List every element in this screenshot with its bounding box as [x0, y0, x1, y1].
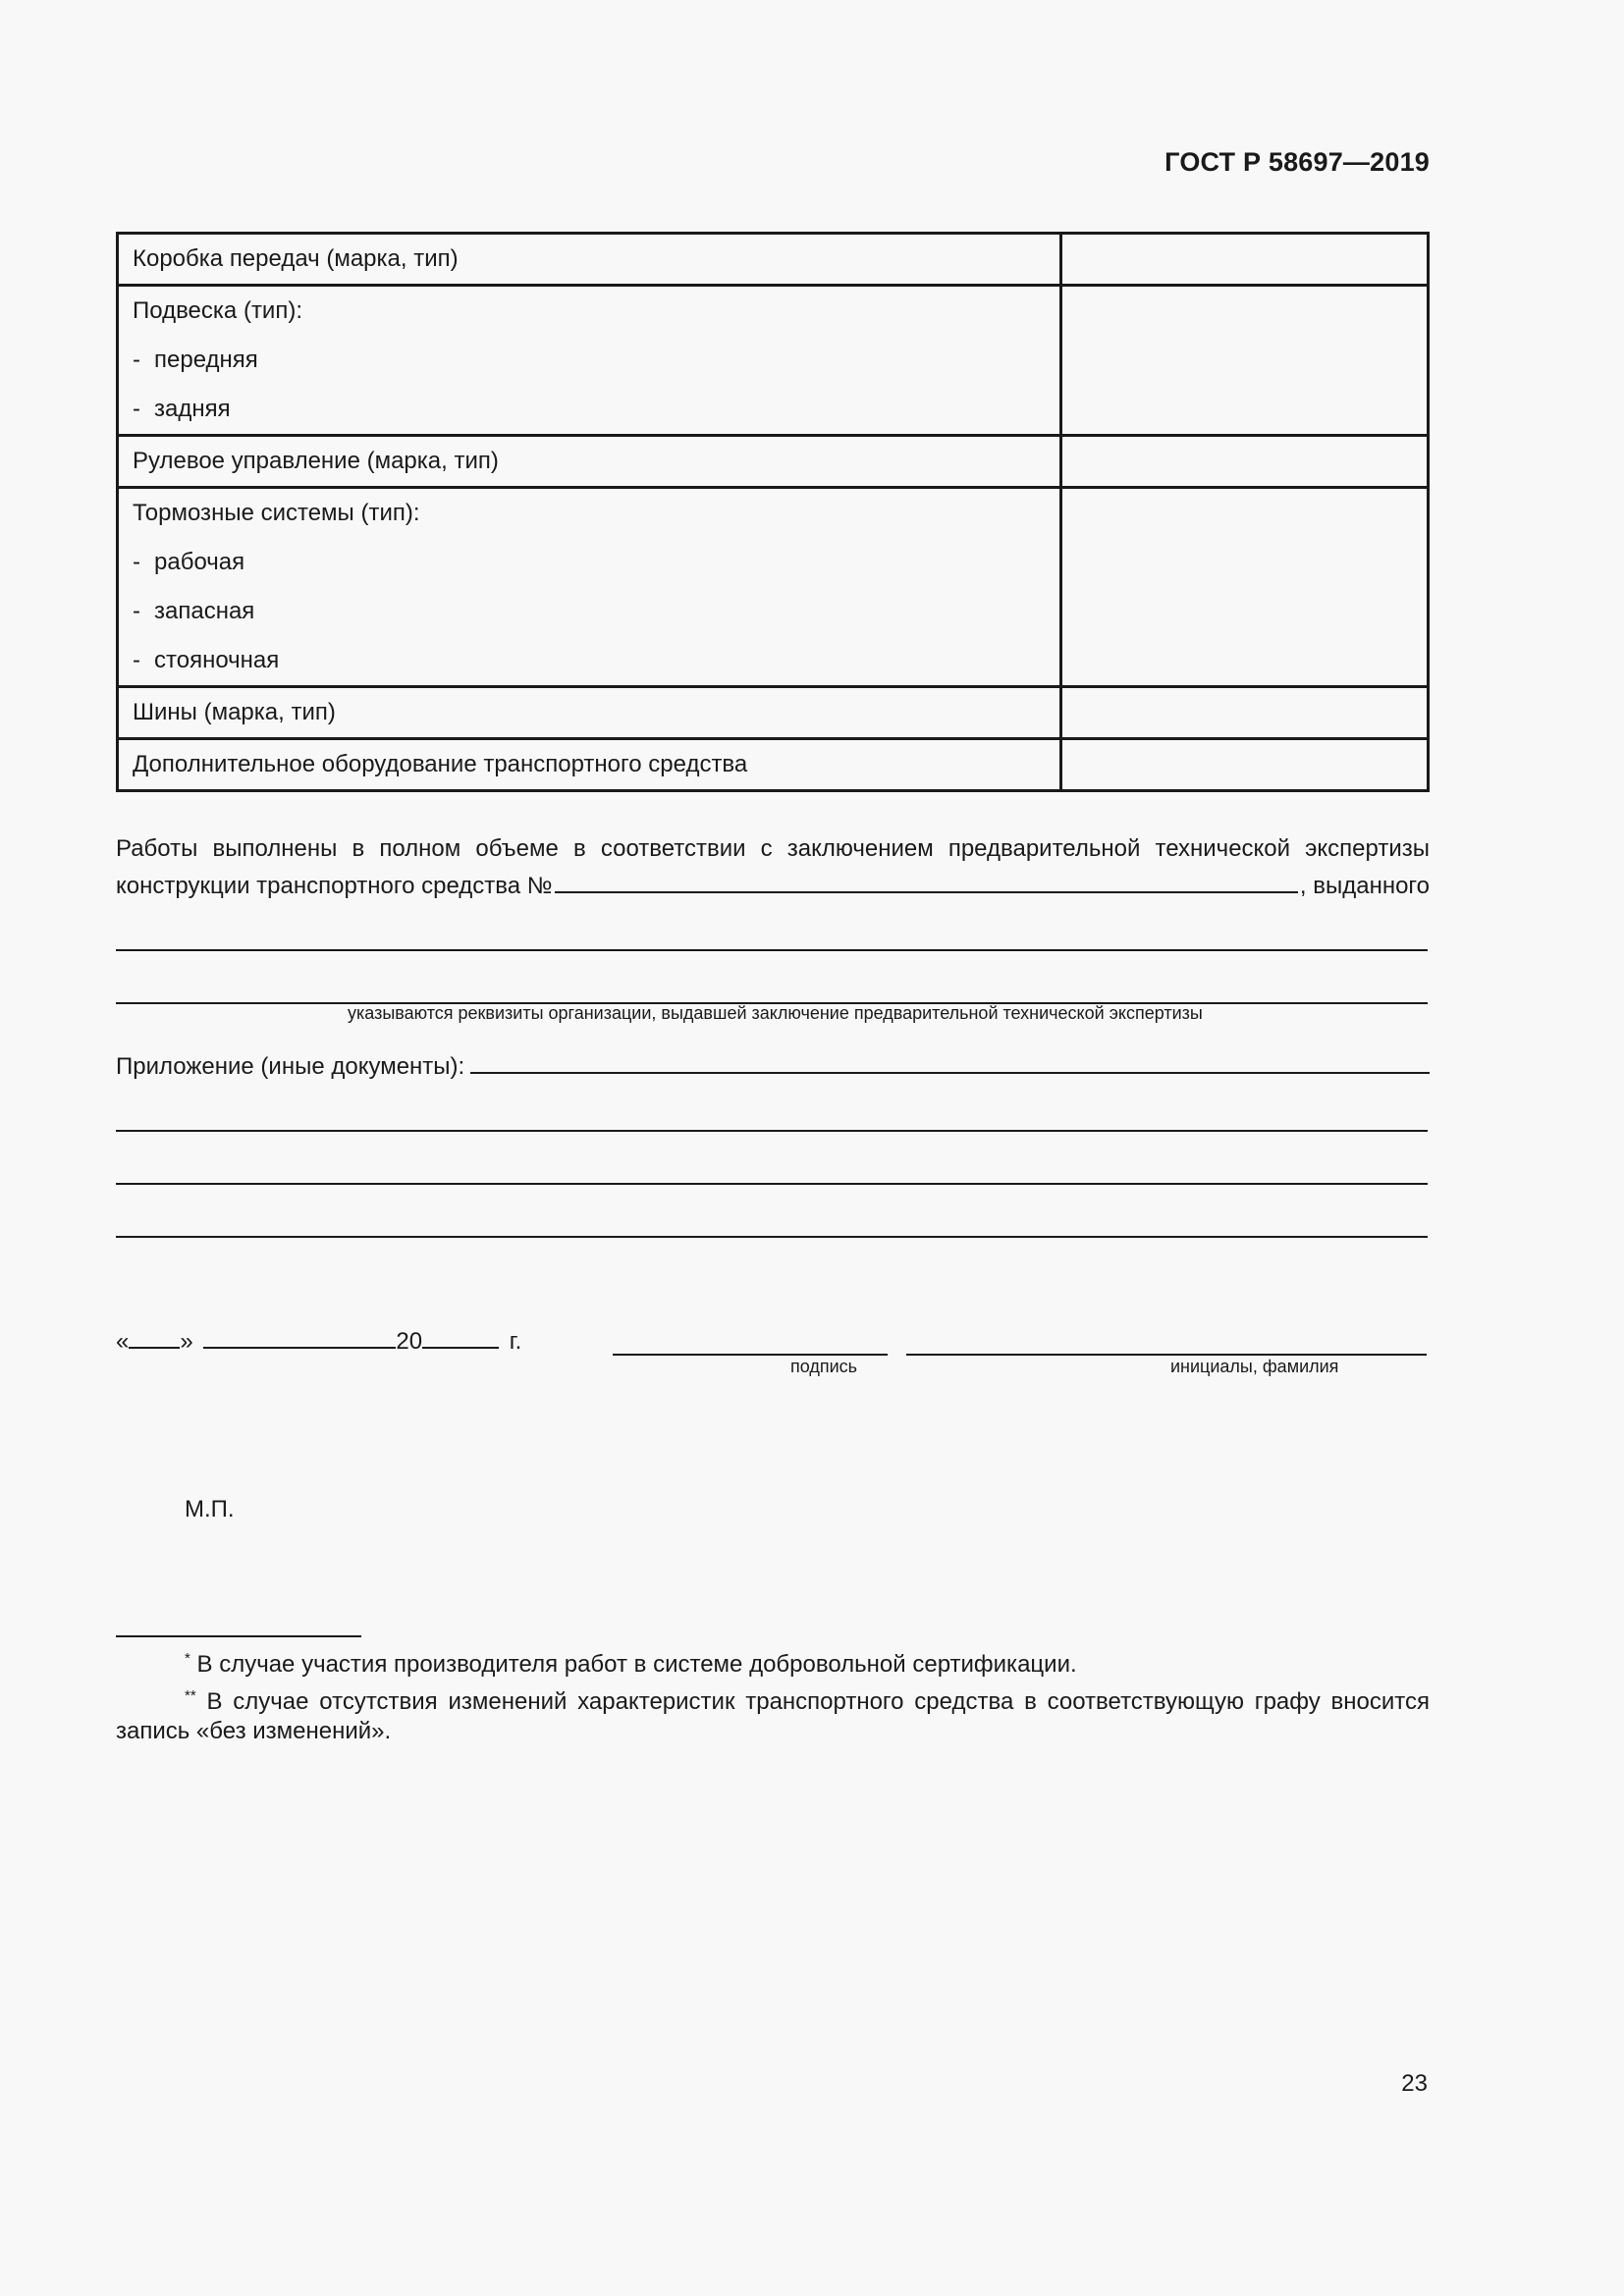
row-sub-item	[133, 636, 1046, 685]
specification-table	[116, 232, 1430, 792]
expertise-number-field[interactable]	[555, 870, 1298, 893]
row-label-cell	[118, 436, 1061, 488]
sub-item-dash: -	[133, 598, 140, 624]
sub-item-dash: -	[133, 549, 140, 575]
page-number: 23	[1401, 2070, 1428, 2097]
row-label-cell	[118, 234, 1061, 286]
stamp-place: М.П.	[185, 1496, 235, 1522]
appendix-field-3[interactable]	[116, 1183, 1428, 1185]
works-line-2	[116, 868, 1430, 905]
footnote-separator	[116, 1635, 361, 1637]
footnote-2-continuation: запись «без изменений».	[116, 1718, 392, 1744]
table-row	[118, 436, 1429, 488]
sub-item-dash: -	[133, 647, 140, 673]
appendix-field-1[interactable]	[470, 1050, 1430, 1074]
issuer-field-line-1[interactable]	[116, 949, 1428, 951]
row-sub-item	[133, 587, 1046, 636]
footnote-1-text: В случае участия производителя работ в системе добровольной сертификации.	[196, 1651, 1077, 1678]
date-open-quote: «	[116, 1328, 130, 1355]
name-caption: инициалы, фамилия	[1170, 1357, 1339, 1376]
row-label: Шины (марка, тип)	[133, 699, 336, 725]
signature-caption: подпись	[790, 1357, 858, 1376]
appendix-field-4[interactable]	[116, 1236, 1428, 1238]
date-block	[116, 1325, 521, 1357]
footnote-2-mark: **	[185, 1687, 196, 1704]
row-sub-item	[133, 385, 1046, 434]
name-field[interactable]	[906, 1354, 1427, 1356]
row-label: Тормозные системы (тип):	[133, 500, 420, 526]
sub-item-dash: -	[133, 347, 140, 373]
sub-item-label: стояночная	[154, 647, 280, 673]
row-value-cell[interactable]	[1061, 687, 1429, 739]
row-sub-item	[133, 336, 1046, 385]
table-row	[118, 488, 1429, 687]
year-prefix: 20	[396, 1328, 423, 1355]
works-line-2-suffix: , выданного	[1299, 873, 1430, 899]
row-value-cell[interactable]	[1061, 234, 1429, 286]
row-label-cell	[118, 687, 1061, 739]
footnote-2-text: В случае отсутствия изменений характеристик транспортного средства в соответствующую графу вносится	[206, 1688, 1431, 1715]
document-code: ГОСТ Р 58697—2019	[1164, 147, 1430, 177]
row-label-cell	[118, 286, 1061, 436]
table-row	[118, 234, 1429, 286]
signature-field[interactable]	[613, 1354, 888, 1356]
date-close-quote: »	[180, 1328, 193, 1355]
year-suffix: г.	[509, 1328, 522, 1355]
month-field[interactable]	[203, 1325, 396, 1349]
row-sub-item	[133, 538, 1046, 587]
row-label: Подвеска (тип):	[133, 297, 302, 324]
row-value-cell[interactable]	[1061, 488, 1429, 687]
row-label-cell	[118, 488, 1061, 687]
appendix-field-2[interactable]	[116, 1130, 1428, 1132]
sub-item-label: запасная	[154, 598, 255, 624]
table-row	[118, 739, 1429, 791]
row-value-cell[interactable]	[1061, 436, 1429, 488]
table-row	[118, 687, 1429, 739]
footnote-1-mark: *	[185, 1650, 190, 1667]
row-label: Рулевое управление (марка, тип)	[133, 448, 499, 474]
row-value-cell[interactable]	[1061, 286, 1429, 436]
specification-table-body	[118, 234, 1429, 791]
sub-item-label: задняя	[154, 396, 231, 422]
row-label-cell	[118, 739, 1061, 791]
table-row	[118, 286, 1429, 436]
appendix-line	[116, 1048, 1430, 1086]
sub-item-dash: -	[133, 396, 140, 422]
works-line-1: Работы выполнены в полном объеме в соответствии с заключением предварительной технической экспертизы	[116, 835, 1430, 862]
day-field[interactable]	[129, 1325, 180, 1349]
row-label: Дополнительное оборудование транспортного средства	[133, 751, 748, 777]
issuer-caption: указываются реквизиты организации, выдавшей заключение предварительной технической экспертизы	[348, 1003, 1203, 1023]
year-field[interactable]	[422, 1325, 499, 1349]
row-label: Коробка передач (марка, тип)	[133, 245, 459, 272]
appendix-label: Приложение (иные документы):	[116, 1053, 465, 1080]
sub-item-label: передняя	[154, 347, 258, 373]
row-value-cell[interactable]	[1061, 739, 1429, 791]
works-line-2-prefix: конструкции транспортного средства №	[116, 873, 553, 899]
sub-item-label: рабочая	[154, 549, 245, 575]
